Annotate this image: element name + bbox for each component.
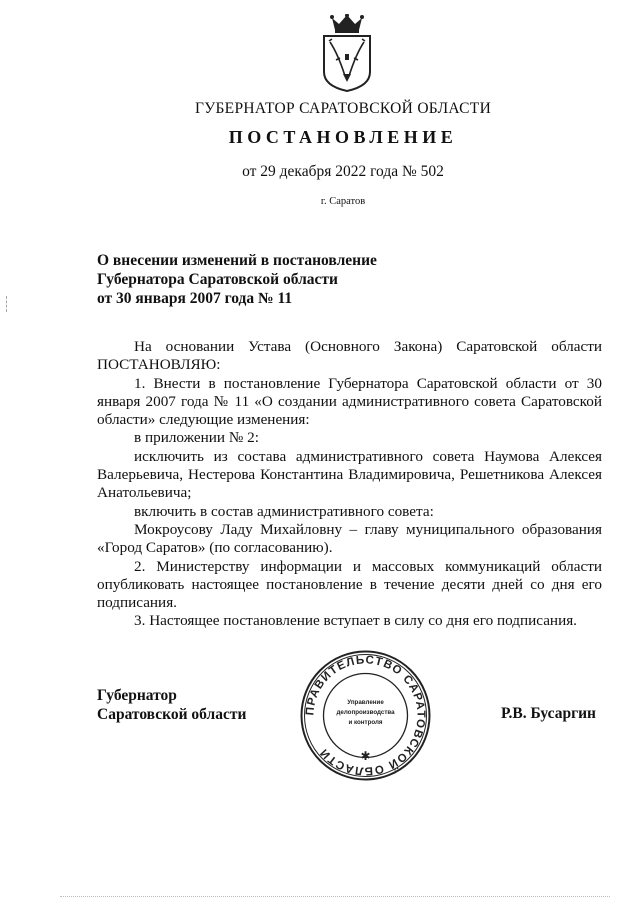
document-date-number: от 29 декабря 2022 года № 502 [242, 163, 444, 180]
signatory-title-line: Губернатор [97, 687, 177, 704]
seal-inner-line: Управление [347, 699, 384, 706]
footer-scan-artifact [60, 896, 610, 899]
item-1-paragraph: 1. Внести в постановление Губернатора Саратовской области от 30 января 2007 года № 11 «О создании административного совета Саратовской области» следующие изменения: [97, 374, 602, 429]
subject-line: О внесении изменений в постановление [97, 252, 377, 269]
item-1-subparagraph: включить в состав административного совета: [134, 502, 434, 520]
document-body [97, 338, 602, 631]
official-seal-icon [298, 648, 433, 783]
item-2-paragraph: 2. Министерству информации и массовых коммуникаций области опубликовать настоящее постановление в течение десяти дней со дня его подписания. [97, 557, 602, 612]
document-subject [97, 251, 377, 308]
item-1-subparagraph: в приложении № 2: [134, 429, 259, 447]
item-1-subparagraph: исключить из состава административного совета Наумова Алексея Валерьевича, Нестерова Константина Владимировича, Решетникова Алексея Анатольевича; [97, 447, 602, 502]
item-1-subparagraph: Мокроусову Ладу Михайловну – главу муниципального образования «Город Саратов» (по согласованию). [97, 520, 602, 557]
seal-star-icon: ✱ [360, 749, 371, 763]
signatory-name: Р.В. Бусаргин [501, 705, 596, 722]
preamble-paragraph: На основании Устава (Основного Закона) Саратовской области ПОСТАНОВЛЯЮ: [97, 338, 602, 374]
seal-outer-text: ПРАВИТЕЛЬСТВО САРАТОВСКОЙ ОБЛАСТИ [304, 654, 427, 777]
document-type: ПОСТАНОВЛЕНИЕ [228, 127, 458, 147]
signatory-title-line: Саратовской области [97, 706, 247, 723]
document-city: г. Саратов [320, 196, 366, 207]
seal-inner-line: делопроизводства [336, 709, 395, 716]
item-3-paragraph: 3. Настоящее постановление вступает в силу со дня его подписания. [134, 612, 577, 630]
seal-inner-line: и контроля [348, 719, 383, 726]
signatory-title [97, 686, 246, 724]
margin-mark [6, 296, 8, 312]
issuer-title: ГУБЕРНАТОР САРАТОВСКОЙ ОБЛАСТИ [194, 100, 492, 117]
subject-line: от 30 января 2007 года № 11 [97, 290, 293, 307]
subject-line: Губернатора Саратовской области [97, 271, 338, 288]
coat-of-arms-icon [318, 14, 376, 92]
